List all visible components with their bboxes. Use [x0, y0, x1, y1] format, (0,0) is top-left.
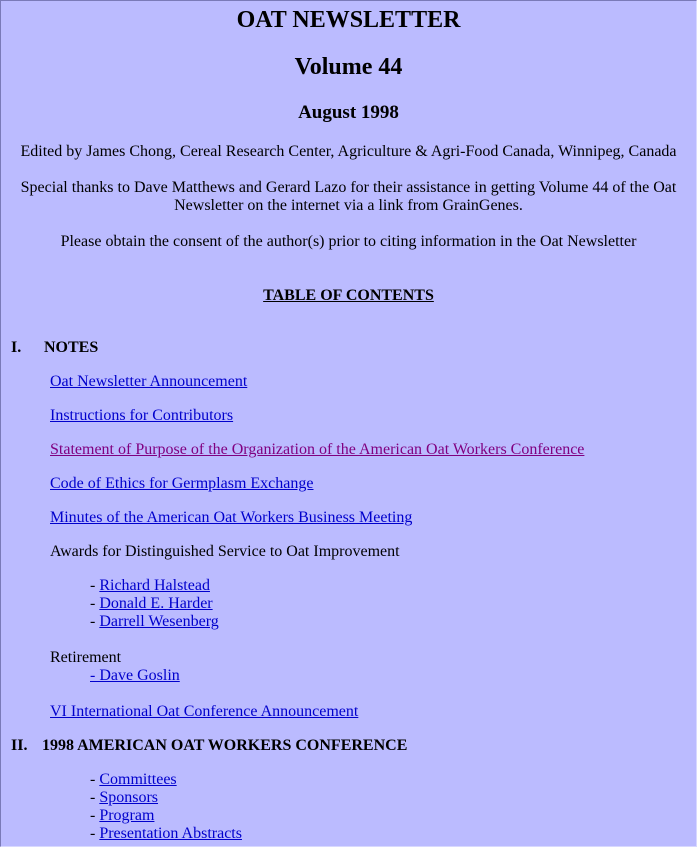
retirement-label: Retirement — [50, 649, 122, 666]
section-2-title: 1998 AMERICAN OAT WORKERS CONFERENCE — [42, 737, 408, 754]
link-committees[interactable]: Committees — [99, 771, 177, 788]
consent-note: Please obtain the consent of the author(s) prior to citing information in the Oat Newsletter — [60, 233, 637, 250]
editor-line: Edited by James Chong, Cereal Research Center, Agriculture & Agri-Food Canada, Winnipeg, Canada — [20, 143, 677, 160]
link-instructions-for-contributors[interactable]: Instructions for Contributors — [50, 407, 234, 424]
toc-heading: TABLE OF CONTENTS — [263, 287, 434, 304]
volume-heading: Volume 44 — [294, 54, 403, 80]
list-dash: - — [90, 613, 100, 630]
link-statement-of-purpose[interactable]: Statement of Purpose of the Organization of the American Oat Workers Conference — [50, 441, 585, 458]
list-dash: - — [90, 825, 100, 842]
awardee-item — [90, 613, 219, 631]
issue-date: August 1998 — [298, 102, 399, 123]
conference-item — [90, 771, 177, 789]
link-sponsors[interactable]: Sponsors — [99, 789, 159, 806]
newsletter-title: OAT NEWSLETTER — [236, 7, 461, 33]
awardee-item — [90, 595, 213, 613]
section-1-number: I. — [11, 339, 22, 356]
thanks-line-1: Special thanks to Dave Matthews and Gerard Lazo for their assistance in getting Volume 44 of the Oat — [20, 179, 677, 196]
link-donald-harder[interactable]: Donald E. Harder — [99, 595, 213, 612]
conference-item — [90, 807, 154, 825]
conference-item — [90, 825, 242, 843]
list-dash: - — [90, 595, 100, 612]
list-dash: - — [90, 789, 100, 806]
list-dash: - — [90, 771, 100, 788]
thanks-line-2: Newsletter on the internet via a link from GrainGenes. — [174, 197, 523, 214]
conference-item — [90, 789, 158, 807]
link-presentation-abstracts[interactable]: Presentation Abstracts — [99, 825, 242, 842]
link-oat-newsletter-announcement[interactable]: Oat Newsletter Announcement — [50, 373, 248, 390]
section-2-number: II. — [11, 737, 28, 754]
list-dash: - — [90, 807, 100, 824]
awardee-item — [90, 577, 210, 595]
awards-label: Awards for Distinguished Service to Oat Improvement — [50, 543, 400, 560]
section-1-title: NOTES — [44, 339, 99, 356]
link-richard-halstead[interactable]: Richard Halstead — [99, 577, 210, 594]
list-dash: - — [90, 577, 100, 594]
link-program[interactable]: Program — [99, 807, 155, 824]
link-business-meeting-minutes[interactable]: Minutes of the American Oat Workers Business Meeting — [50, 509, 413, 526]
link-international-oat-conference[interactable]: VI International Oat Conference Announcement — [50, 703, 359, 720]
link-darrell-wesenberg[interactable]: Darrell Wesenberg — [99, 613, 219, 630]
link-dave-goslin[interactable]: - Dave Goslin — [90, 667, 180, 684]
link-code-of-ethics[interactable]: Code of Ethics for Germplasm Exchange — [50, 475, 314, 492]
